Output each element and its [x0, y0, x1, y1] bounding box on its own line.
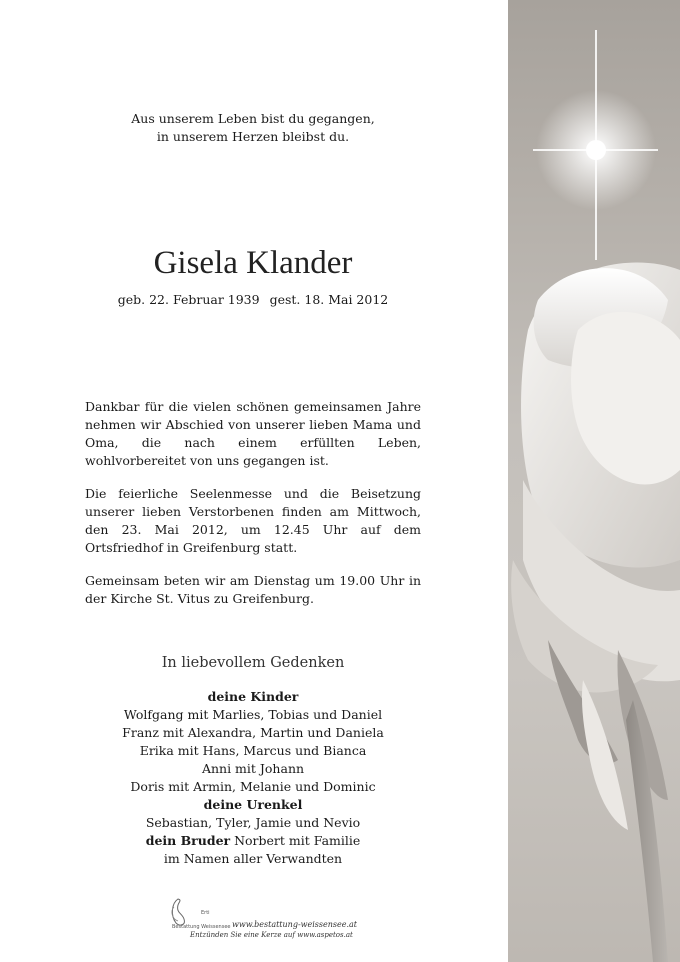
logo-label: Bestattung Weissensee: [172, 924, 231, 930]
brother-label: dein Bruder: [145, 833, 231, 848]
gratitude-paragraph: Dankbar für die vielen schönen gemeinsamen Jahre nehmen wir Abschied von unserer lieben Mama und Oma, die nach einem erfüllten Leben, wohlvorbereitet von uns gegangen ist.: [85, 399, 421, 468]
rose-image: [508, 0, 680, 962]
obituary-text: [85, 398, 421, 623]
grandchildren-heading: deine Urenkel: [203, 797, 303, 812]
quote-line-2: in unserem Herzen bleibst du.: [156, 129, 350, 144]
mourner-line: Erika mit Hans, Marcus und Bianca: [139, 743, 367, 758]
life-dates: [80, 292, 426, 308]
quote: [100, 110, 406, 146]
candle-note[interactable]: Entzünden Sie eine Kerze auf www.aspetos.at: [190, 931, 353, 939]
mourners-list: [80, 688, 426, 868]
funeral-paragraph: Die feierliche Seelenmesse und die Beisetzung unserer lieben Verstorbenen finden am Mittwoch, den 23. Mai 2012, um 12.45 Uhr auf dem Ortsfriedhof in Greifenburg statt.: [85, 486, 421, 555]
deceased-name: Gisela Klander: [153, 245, 353, 281]
mourner-line: Doris mit Armin, Melanie und Dominic: [130, 779, 376, 794]
mourner-line: Franz mit Alexandra, Martin und Daniela: [122, 725, 384, 740]
brother-line: [80, 832, 426, 850]
mourner-line: Wolfgang mit Marlies, Tobias und Daniel: [123, 707, 383, 722]
grandchildren-line: Sebastian, Tyler, Jamie und Nevio: [145, 815, 361, 830]
death-date: gest. 18. Mai 2012: [269, 292, 389, 307]
brother-name: Norbert mit Familie: [230, 833, 361, 848]
mourner-line: Anni mit Johann: [201, 761, 305, 776]
prayer-paragraph: Gemeinsam beten wir am Dienstag um 19.00 Uhr in der Kirche St. Vitus zu Greifenburg.: [85, 573, 421, 606]
memory-heading: In liebevollem Gedenken: [161, 655, 345, 671]
birth-date: geb. 22. Februar 1939: [117, 292, 260, 307]
children-heading: deine Kinder: [207, 689, 299, 704]
logo-label-top: Erti: [201, 910, 210, 916]
relatives-line: im Namen aller Verwandten: [163, 851, 343, 866]
website-link[interactable]: www.bestattung-weissensee.at: [232, 920, 357, 929]
quote-line-1: Aus unserem Leben bist du gegangen,: [131, 111, 375, 126]
